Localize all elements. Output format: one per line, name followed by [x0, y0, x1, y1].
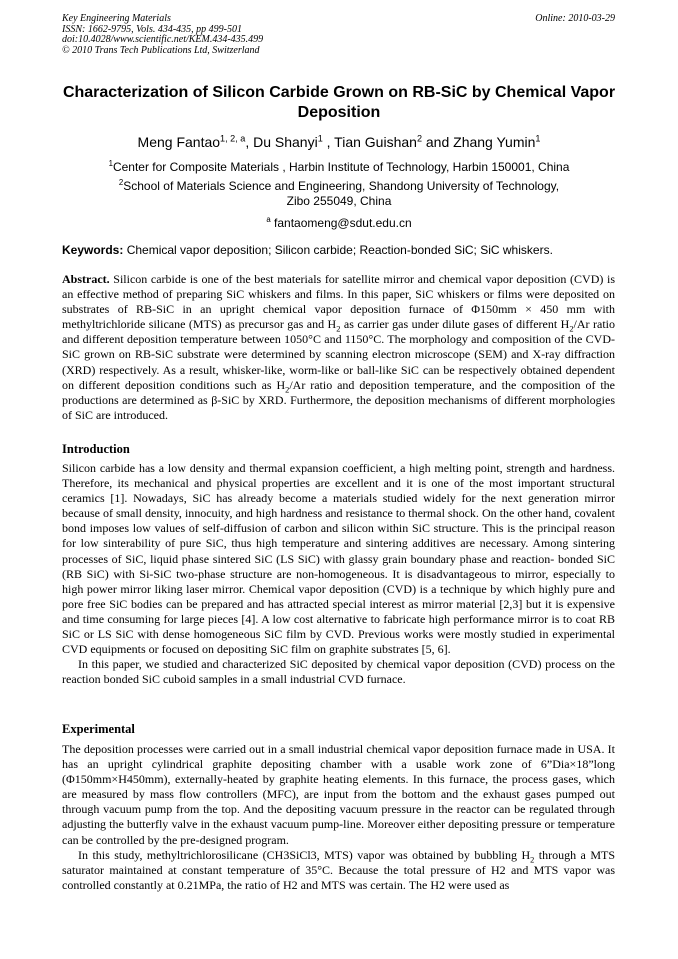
- affiliation-mark: 1: [108, 159, 113, 168]
- abstract-text: as carrier gas under dilute gases of different H: [340, 317, 570, 332]
- paragraph: Silicon carbide has a low density and thermal expansion coefficient, a high melting point, strength and hardness. Therefore, its mechanical and physical properties are excellent and it is one of the most important structural ceramics [1]. Nowadays, SiC has already become a materials studied widely for the next generation mirror because of small density, innocuity, and high hardness and resistance to thermal shock. On the other hand, covalent bond imposes low values of self-diffusion of carbon and silicon within SiC structure. This is the principal reason for low sinterability of pure SiC, thus high temperature and sintering additives are necessary. Among sintering processes of SiC, liquid phase sintered SiC (LS SiC) with glassy grain boundary phase and reaction- bonded SiC (RB SiC) with Si-SiC two-phase structure are non-homogeneous. It is disadvantageous to mirror, especially to high power mirror liking laser mirror. Chemical vapor deposition (CVD) is a technique by which highly pure and pore free SiC bodies can be prepared and has attracted special interest as mirror material [2,3] but it is expensive and time consuming for large pieces [4]. A low cost alternative to fabricate high performance mirror is to coat RB SiC or LS SiC with dense homogeneous SiC film by CVD. Previous works were mostly studied in experimental CVD equipments or focused on depositing SiC film on graphite substrates [5, 6].: [62, 461, 615, 657]
- journal-header: [62, 14, 615, 56]
- author-affiliation-mark: 1: [317, 133, 323, 144]
- abstract: [62, 272, 615, 423]
- subscript: 2: [569, 324, 574, 334]
- author-list: [40, 133, 638, 151]
- paragraph: [62, 848, 615, 893]
- keywords-label: Keywords:: [62, 243, 124, 257]
- affiliation-mark: 2: [118, 178, 124, 187]
- abstract-text: Silicon carbide is one of the best materials for satellite mirror and chemical vapor deposition (CVD) is an effective method of preparing SiC whiskers and films. In this paper, SiC whiskers or films were deposited on substrates of RB-SiC in an upright chemical vapor deposition furnace of Φ150mm × 450 mm with methyltrichloride silicane (MTS) as precursor gas and H: [62, 272, 615, 332]
- experimental-section: [62, 742, 615, 893]
- affiliation-1: [40, 160, 638, 175]
- copyright-line: © 2010 Trans Tech Publications Ltd, Switzerland: [62, 44, 260, 56]
- author-name: , Tian Guishan: [322, 134, 417, 150]
- keywords: [62, 243, 615, 258]
- paragraph-text: In this study, methyltrichlorosilicane (CH3SiCl3, MTS) vapor was obtained by bubbling H: [78, 847, 531, 862]
- section-heading-introduction: Introduction: [62, 442, 130, 456]
- affiliation-text: Zibo 255049, China: [286, 194, 392, 208]
- paper-title: Characterization of Silicon Carbide Grown on RB-SiC by Chemical Vapor Deposition: [62, 84, 616, 121]
- issn-line: ISSN: 1662-9795, Vols. 434-435, pp 499-501: [62, 23, 242, 35]
- author-name: and Zhang Yumin: [422, 134, 536, 150]
- affiliation-text: School of Materials Science and Engineering, Shandong University of Technology,: [123, 179, 560, 193]
- author-affiliation-mark: 1, 2, a: [220, 133, 246, 144]
- contact-email: [40, 216, 638, 231]
- author-name: , Du Shanyi: [245, 134, 318, 150]
- paragraph: In this paper, we studied and characterized SiC deposited by chemical vapor deposition (CVD) process on the reaction bonded SiC cuboid samples in a small industrial CVD furnace.: [62, 657, 615, 687]
- author-affiliation-mark: 1: [535, 133, 541, 144]
- abstract-label: Abstract.: [62, 272, 110, 286]
- author-affiliation-mark: 2: [416, 133, 422, 144]
- affiliation-text: Center for Composite Materials , Harbin Institute of Technology, Harbin 150001, China: [112, 160, 570, 174]
- keywords-text: Chemical vapor deposition; Silicon carbide; Reaction-bonded SiC; SiC whiskers.: [123, 243, 553, 257]
- online-date: Online: 2010-03-29: [535, 13, 615, 24]
- email-mark: a: [266, 215, 271, 224]
- author-name: Meng Fantao: [137, 134, 221, 150]
- journal-name: Key Engineering Materials: [62, 13, 171, 24]
- doi-line: doi:10.4028/www.scientific.net/KEM.434-435.499: [62, 34, 264, 45]
- affiliation-2: [40, 179, 638, 209]
- section-heading-experimental: Experimental: [62, 722, 135, 736]
- subscript: 2: [530, 855, 535, 865]
- abstract-text: /Ar ratio and different deposition temperature between 1050°C and 1150°C. The morphology and composition of the CVD-SiC grown on RB-SiC substrate were determined by scanning electron microscope (SEM) and X-ray diffraction (XRD) respectively. As a result, whisker-like, worm-like or ball-like SiC can be respectively obtained dependent on different deposition conditions such as H: [62, 317, 615, 392]
- paragraph-text: through a MTS saturator maintained at constant temperature of 35°C. Because the total pressure of H2 and MTS vapor was controlled constantly at 0.21MPa, the ratio of H2 and MTS was certain. The H2 were used as: [62, 847, 615, 892]
- email-address: fantaomeng@sdut.edu.cn: [274, 216, 412, 230]
- introduction-section: [62, 461, 615, 687]
- subscript: 2: [285, 385, 290, 395]
- subscript: 2: [336, 324, 341, 334]
- paragraph: The deposition processes were carried out in a small industrial chemical vapor deposition furnace made in USA. It has an upright cylindrical graphite depositing chamber with a usable work zone of 6”Dia×18”long (Φ150mm×H450mm), externally-heated by graphite heating elements. In this furnace, the process gases, which are measured by mass flow controllers (MFC), are input from the bottom and the exhaust gases pumped out through vacuum pump from the top. And the depositing vacuum pressure in the reactor can be regulated through adjusting the butterfly valve in the exhaust vacuum pump-line. Moreover either depositing pressure or temperature can be controlled by the pre-designed program.: [62, 742, 615, 847]
- abstract-text: /Ar ratio and deposition temperature, and the composition of the productions are determined as β-SiC by XRD. Furthermore, the deposition mechanisms of different morphologies of SiC are introduced.: [62, 377, 615, 422]
